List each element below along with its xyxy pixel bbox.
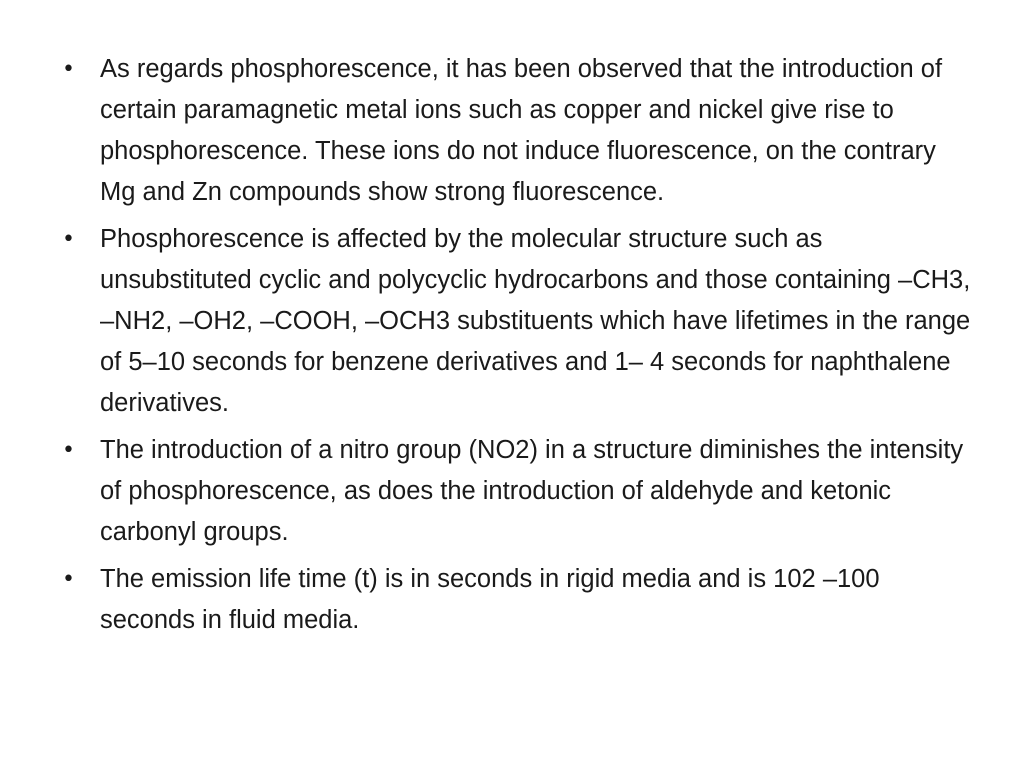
bullet-dot-icon: •: [62, 227, 75, 252]
bullet-text: Phosphorescence is affected by the molecular structure such as unsubstituted cyclic and polycyclic hydrocarbons and those containing –CH3, –NH2, –OH2, –COOH, –OCH3 substituents which have lifetimes in the range of 5–10 seconds for benzene derivatives and 1– 4 seconds for naphthalene derivatives.: [100, 225, 971, 417]
bullet-dot-icon: •: [62, 57, 75, 82]
bullet-dot-icon: •: [62, 567, 75, 592]
bullet-item: [62, 559, 972, 641]
bullet-item: [62, 430, 972, 553]
bullet-text: The introduction of a nitro group (NO2) in a structure diminishes the intensity of phosphorescence, as does the introduction of aldehyde and ketonic carbonyl groups.: [100, 436, 964, 546]
bullet-item: [62, 49, 972, 213]
bullet-text: The emission life time (t) is in seconds in rigid media and is 102 –100 seconds in fluid media.: [100, 565, 880, 634]
bullet-text: As regards phosphorescence, it has been observed that the introduction of certain paramagnetic metal ions such as copper and nickel give rise to phosphorescence. These ions do not induce fluorescence, on the contrary Mg and Zn compounds show strong fluorescence.: [100, 55, 943, 206]
bullet-dot-icon: •: [62, 438, 75, 463]
bullet-item: [62, 219, 972, 424]
bullet-list: [62, 49, 972, 647]
